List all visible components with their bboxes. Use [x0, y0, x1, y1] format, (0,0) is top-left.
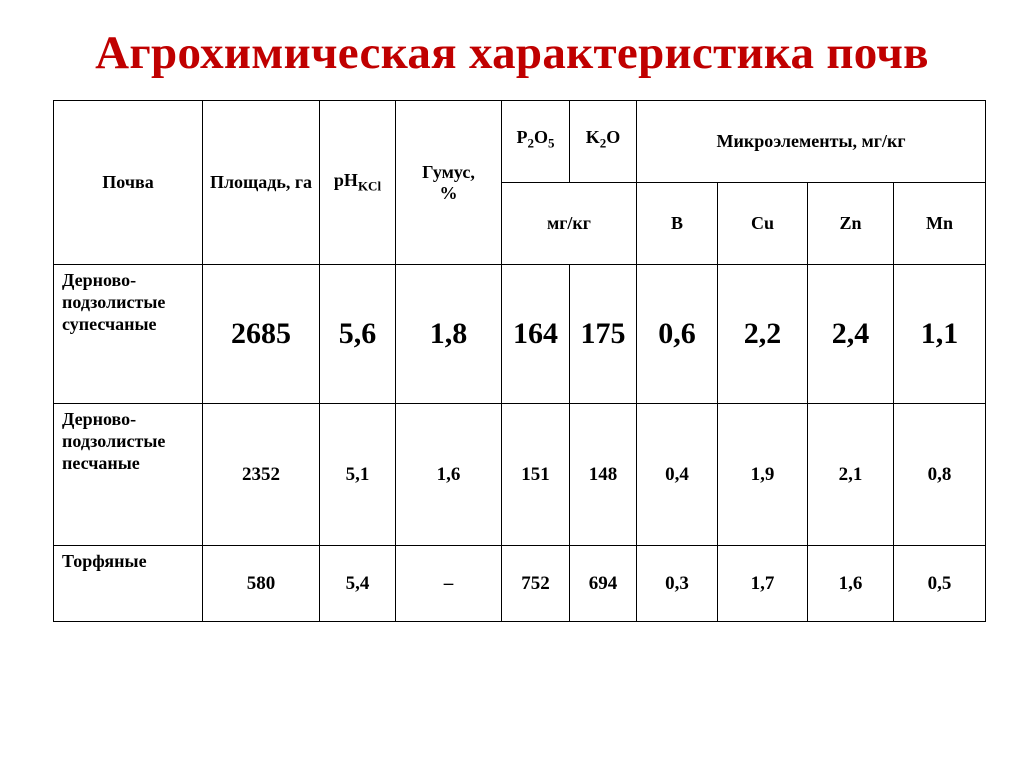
header-k2o-k: K: [585, 127, 600, 147]
page-title: Агрохимическая характеристика почв: [95, 27, 929, 79]
header-row-1: [54, 101, 986, 183]
header-humus-line1: Гумус,: [422, 161, 475, 182]
header-p2o5-o: O: [533, 127, 548, 147]
cell-humus: –: [396, 546, 502, 622]
cell-cu: 1,7: [718, 546, 808, 622]
header-k2o-o: O: [606, 127, 621, 147]
header-p2o5-sub2: 5: [548, 135, 555, 151]
cell-p2o5: 752: [502, 546, 570, 622]
cell-humus: 1,8: [396, 265, 502, 404]
header-b: B: [637, 183, 718, 265]
header-k2o-sub: 2: [599, 135, 607, 151]
header-mn: Mn: [894, 183, 986, 265]
cell-area: 2685: [203, 265, 320, 404]
cell-area: 580: [203, 546, 320, 622]
cell-soil: [54, 546, 203, 622]
table-row: [54, 546, 986, 622]
cell-b: 0,3: [637, 546, 718, 622]
header-humus: [396, 101, 502, 265]
table-row: [54, 404, 986, 546]
cell-p2o5: 151: [502, 404, 570, 546]
cell-mn: 0,8: [894, 404, 986, 546]
header-zn: Zn: [808, 183, 894, 265]
header-soil: Почва: [54, 101, 203, 265]
cell-b: 0,6: [637, 265, 718, 404]
header-p2o5-p: P: [516, 127, 528, 147]
header-p2o5-sub1: 2: [527, 135, 534, 151]
cell-b: 0,4: [637, 404, 718, 546]
cell-k2o: 148: [570, 404, 637, 546]
header-area: [203, 101, 320, 265]
cell-ph: 5,6: [320, 265, 396, 404]
table-row: [54, 265, 986, 404]
cell-k2o: 694: [570, 546, 637, 622]
cell-k2o: 175: [570, 265, 637, 404]
header-p2o5: [502, 101, 570, 183]
header-area-label: Площадь, га: [209, 172, 313, 192]
header-humus-line2: %: [439, 182, 458, 203]
cell-cu: 2,2: [718, 265, 808, 404]
cell-area: 2352: [203, 404, 320, 546]
soil-line: Торфяные: [62, 551, 147, 571]
cell-soil: [54, 265, 203, 404]
cell-zn: 2,4: [808, 265, 894, 404]
soil-line: Дерново-: [62, 270, 137, 290]
cell-zn: 1,6: [808, 546, 894, 622]
soil-line: супесчаные: [62, 314, 157, 334]
cell-soil: [54, 404, 203, 546]
cell-zn: 2,1: [808, 404, 894, 546]
header-ph: [320, 101, 396, 265]
cell-cu: 1,9: [718, 404, 808, 546]
cell-mn: 0,5: [894, 546, 986, 622]
cell-humus: 1,6: [396, 404, 502, 546]
header-microelements: Микроэлементы, мг/кг: [637, 101, 986, 183]
cell-ph: 5,1: [320, 404, 396, 546]
header-ph-sub: KCl: [357, 178, 382, 194]
soil-line: Дерново-: [62, 409, 137, 429]
soil-line: песчаные: [62, 453, 140, 473]
soil-characteristics-table: [53, 100, 986, 622]
header-mgkg: мг/кг: [502, 183, 637, 265]
cell-mn: 1,1: [894, 265, 986, 404]
header-ph-label: pH: [333, 170, 358, 191]
soil-line: подзолистые: [62, 431, 166, 451]
soil-line: подзолистые: [62, 292, 166, 312]
cell-p2o5: 164: [502, 265, 570, 404]
cell-ph: 5,4: [320, 546, 396, 622]
header-k2o: [570, 101, 637, 183]
header-cu: Cu: [718, 183, 808, 265]
